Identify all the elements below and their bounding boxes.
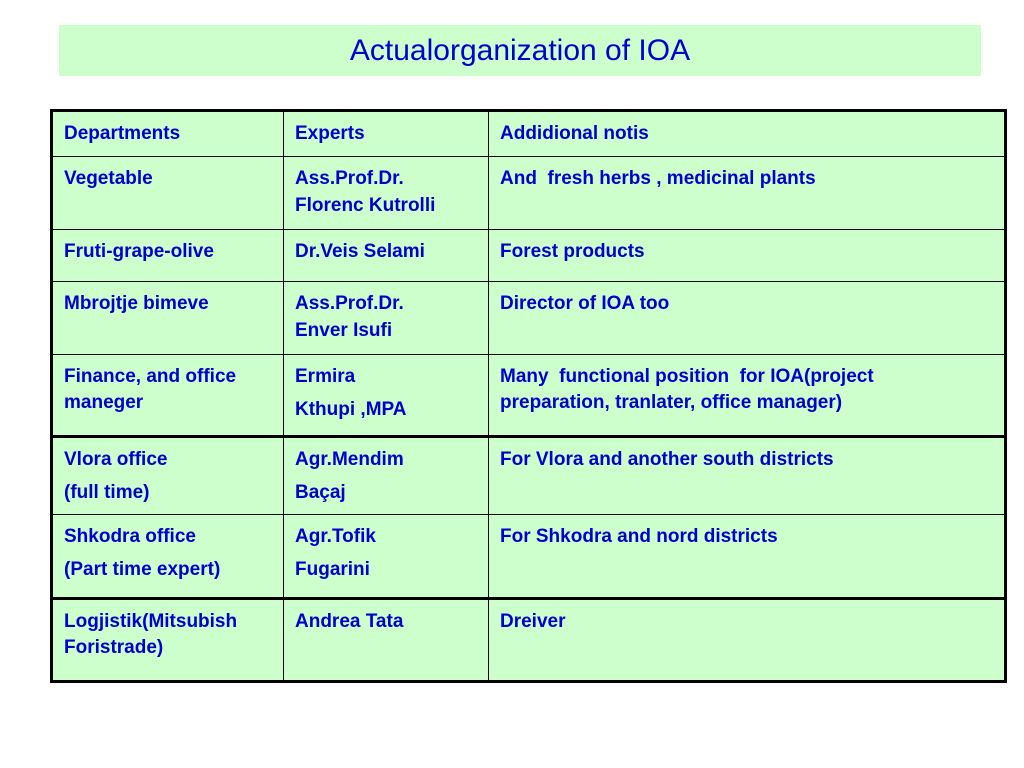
department-text: Finance, and office xyxy=(64,366,237,387)
table-row xyxy=(52,282,1006,355)
department-cell xyxy=(52,230,284,282)
table-row xyxy=(52,157,1006,230)
organization-table xyxy=(50,109,1007,683)
notes-cell xyxy=(489,437,1006,515)
notes-cell xyxy=(489,282,1006,355)
department-text: Foristrade) xyxy=(64,637,164,658)
department-text: Vegetable xyxy=(64,168,153,189)
department-text: maneger xyxy=(64,392,144,413)
expert-text: Ermira xyxy=(295,366,356,387)
title-banner xyxy=(59,25,981,76)
table-row xyxy=(52,437,1006,515)
notes-cell xyxy=(489,599,1006,682)
slide-title: Actualorganization of IOA xyxy=(349,33,691,67)
notes-text: Dreiver xyxy=(500,611,566,632)
department-cell xyxy=(52,515,284,599)
notes-cell xyxy=(489,355,1006,437)
department-cell xyxy=(52,355,284,437)
expert-text: Agr.Mendim xyxy=(295,449,404,470)
notes-text: Forest products xyxy=(500,241,645,262)
notes-text: And fresh herbs , medicinal plants xyxy=(500,168,816,189)
expert-text: Florenc Kutrolli xyxy=(295,195,436,216)
department-cell xyxy=(52,599,284,682)
header-departments: Departments xyxy=(52,111,284,157)
header-experts: Experts xyxy=(284,111,489,157)
expert-cell xyxy=(284,157,489,230)
expert-cell xyxy=(284,599,489,682)
department-cell xyxy=(52,282,284,355)
expert-text: Ass.Prof.Dr. xyxy=(295,168,404,189)
department-text: Shkodra office xyxy=(64,526,196,547)
expert-text: Agr.Tofik xyxy=(295,526,376,547)
notes-cell xyxy=(489,515,1006,599)
department-text: (full time) xyxy=(64,482,150,503)
expert-text: Fugarini xyxy=(295,559,370,580)
notes-text: preparation, tranlater, office manager) xyxy=(500,392,843,413)
expert-cell xyxy=(284,355,489,437)
notes-text: Many functional position for IOA(project xyxy=(500,366,874,387)
expert-text: Enver Isufi xyxy=(295,320,393,341)
notes-text: For Vlora and another south districts xyxy=(500,449,834,470)
department-text: Vlora office xyxy=(64,449,168,470)
table-row xyxy=(52,599,1006,682)
notes-text: Director of IOA too xyxy=(500,293,670,314)
table-row xyxy=(52,355,1006,437)
department-text: Fruti-grape-olive xyxy=(64,241,214,262)
table-row xyxy=(52,230,1006,282)
table-row xyxy=(52,515,1006,599)
expert-text: Ass.Prof.Dr. xyxy=(295,293,404,314)
header-additional-notes: Addidional notis xyxy=(489,111,1006,157)
notes-text: For Shkodra and nord districts xyxy=(500,526,778,547)
department-text: (Part time expert) xyxy=(64,559,221,580)
table-header-row xyxy=(52,111,1006,157)
expert-cell xyxy=(284,437,489,515)
department-cell xyxy=(52,157,284,230)
notes-cell xyxy=(489,157,1006,230)
expert-text: Kthupi ,MPA xyxy=(295,399,407,420)
department-cell xyxy=(52,437,284,515)
expert-text: Baçaj xyxy=(295,482,346,503)
notes-cell xyxy=(489,230,1006,282)
department-text: Mbrojtje bimeve xyxy=(64,293,209,314)
expert-cell xyxy=(284,230,489,282)
expert-cell xyxy=(284,515,489,599)
expert-text: Andrea Tata xyxy=(295,611,404,632)
department-text: Logjistik(Mitsubish xyxy=(64,611,238,632)
expert-text: Dr.Veis Selami xyxy=(295,241,425,262)
expert-cell xyxy=(284,282,489,355)
